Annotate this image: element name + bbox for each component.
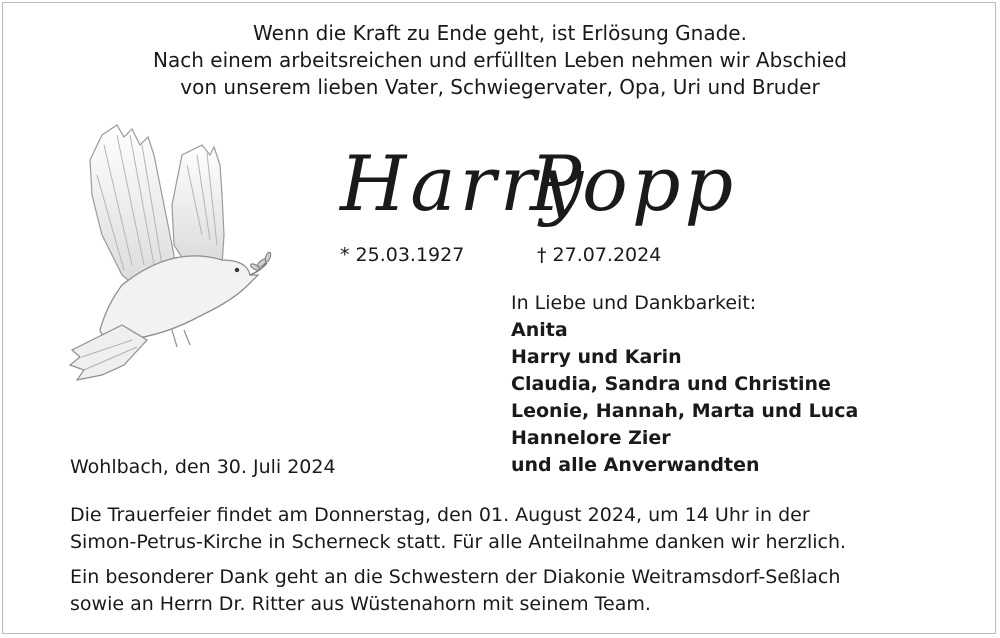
mourners-list [511, 290, 858, 479]
intro-line: Nach einem arbeitsreichen und erfüllten Leben nehmen wir Abschied [153, 48, 847, 72]
service-info [70, 502, 846, 556]
mourner-name: und alle Anverwandten [511, 454, 760, 476]
thanks-line: sowie an Herrn Dr. Ritter aus Wüstenahorn mit seinem Team. [70, 593, 651, 615]
service-line: Die Trauerfeier findet am Donnerstag, den 01. August 2024, um 14 Uhr in der [70, 504, 810, 526]
mourners-intro: In Liebe und Dankbarkeit: [511, 292, 757, 314]
mourner-name: Claudia, Sandra und Christine [511, 373, 831, 395]
deceased-first-name: Harry [340, 139, 588, 228]
mourner-name: Harry und Karin [511, 346, 682, 368]
thanks-line: Ein besonderer Dank geht an die Schwestern der Diakonie Weitramsdorf-Seßlach [70, 566, 841, 588]
thanks-text [70, 564, 840, 618]
service-line: Simon-Petrus-Kirche in Scherneck statt. Für alle Anteilnahme danken wir herzlich. [70, 531, 847, 553]
intro-text [0, 20, 1000, 101]
death-date: † 27.07.2024 [537, 244, 662, 266]
deceased-name [330, 118, 738, 233]
place-date: Wohlbach, den 30. Juli 2024 [70, 456, 336, 478]
mourner-name: Anita [511, 319, 568, 341]
deceased-last-name: Popp [530, 139, 738, 228]
dove-with-olive-branch-icon [62, 125, 277, 395]
intro-line: von unserem lieben Vater, Schwiegervater, Opa, Uri und Bruder [180, 75, 820, 99]
intro-line: Wenn die Kraft zu Ende geht, ist Erlösung Gnade. [253, 21, 747, 45]
birth-date: * 25.03.1927 [340, 244, 465, 266]
mourner-name: Hannelore Zier [511, 427, 671, 449]
mourner-name: Leonie, Hannah, Marta und Luca [511, 400, 859, 422]
